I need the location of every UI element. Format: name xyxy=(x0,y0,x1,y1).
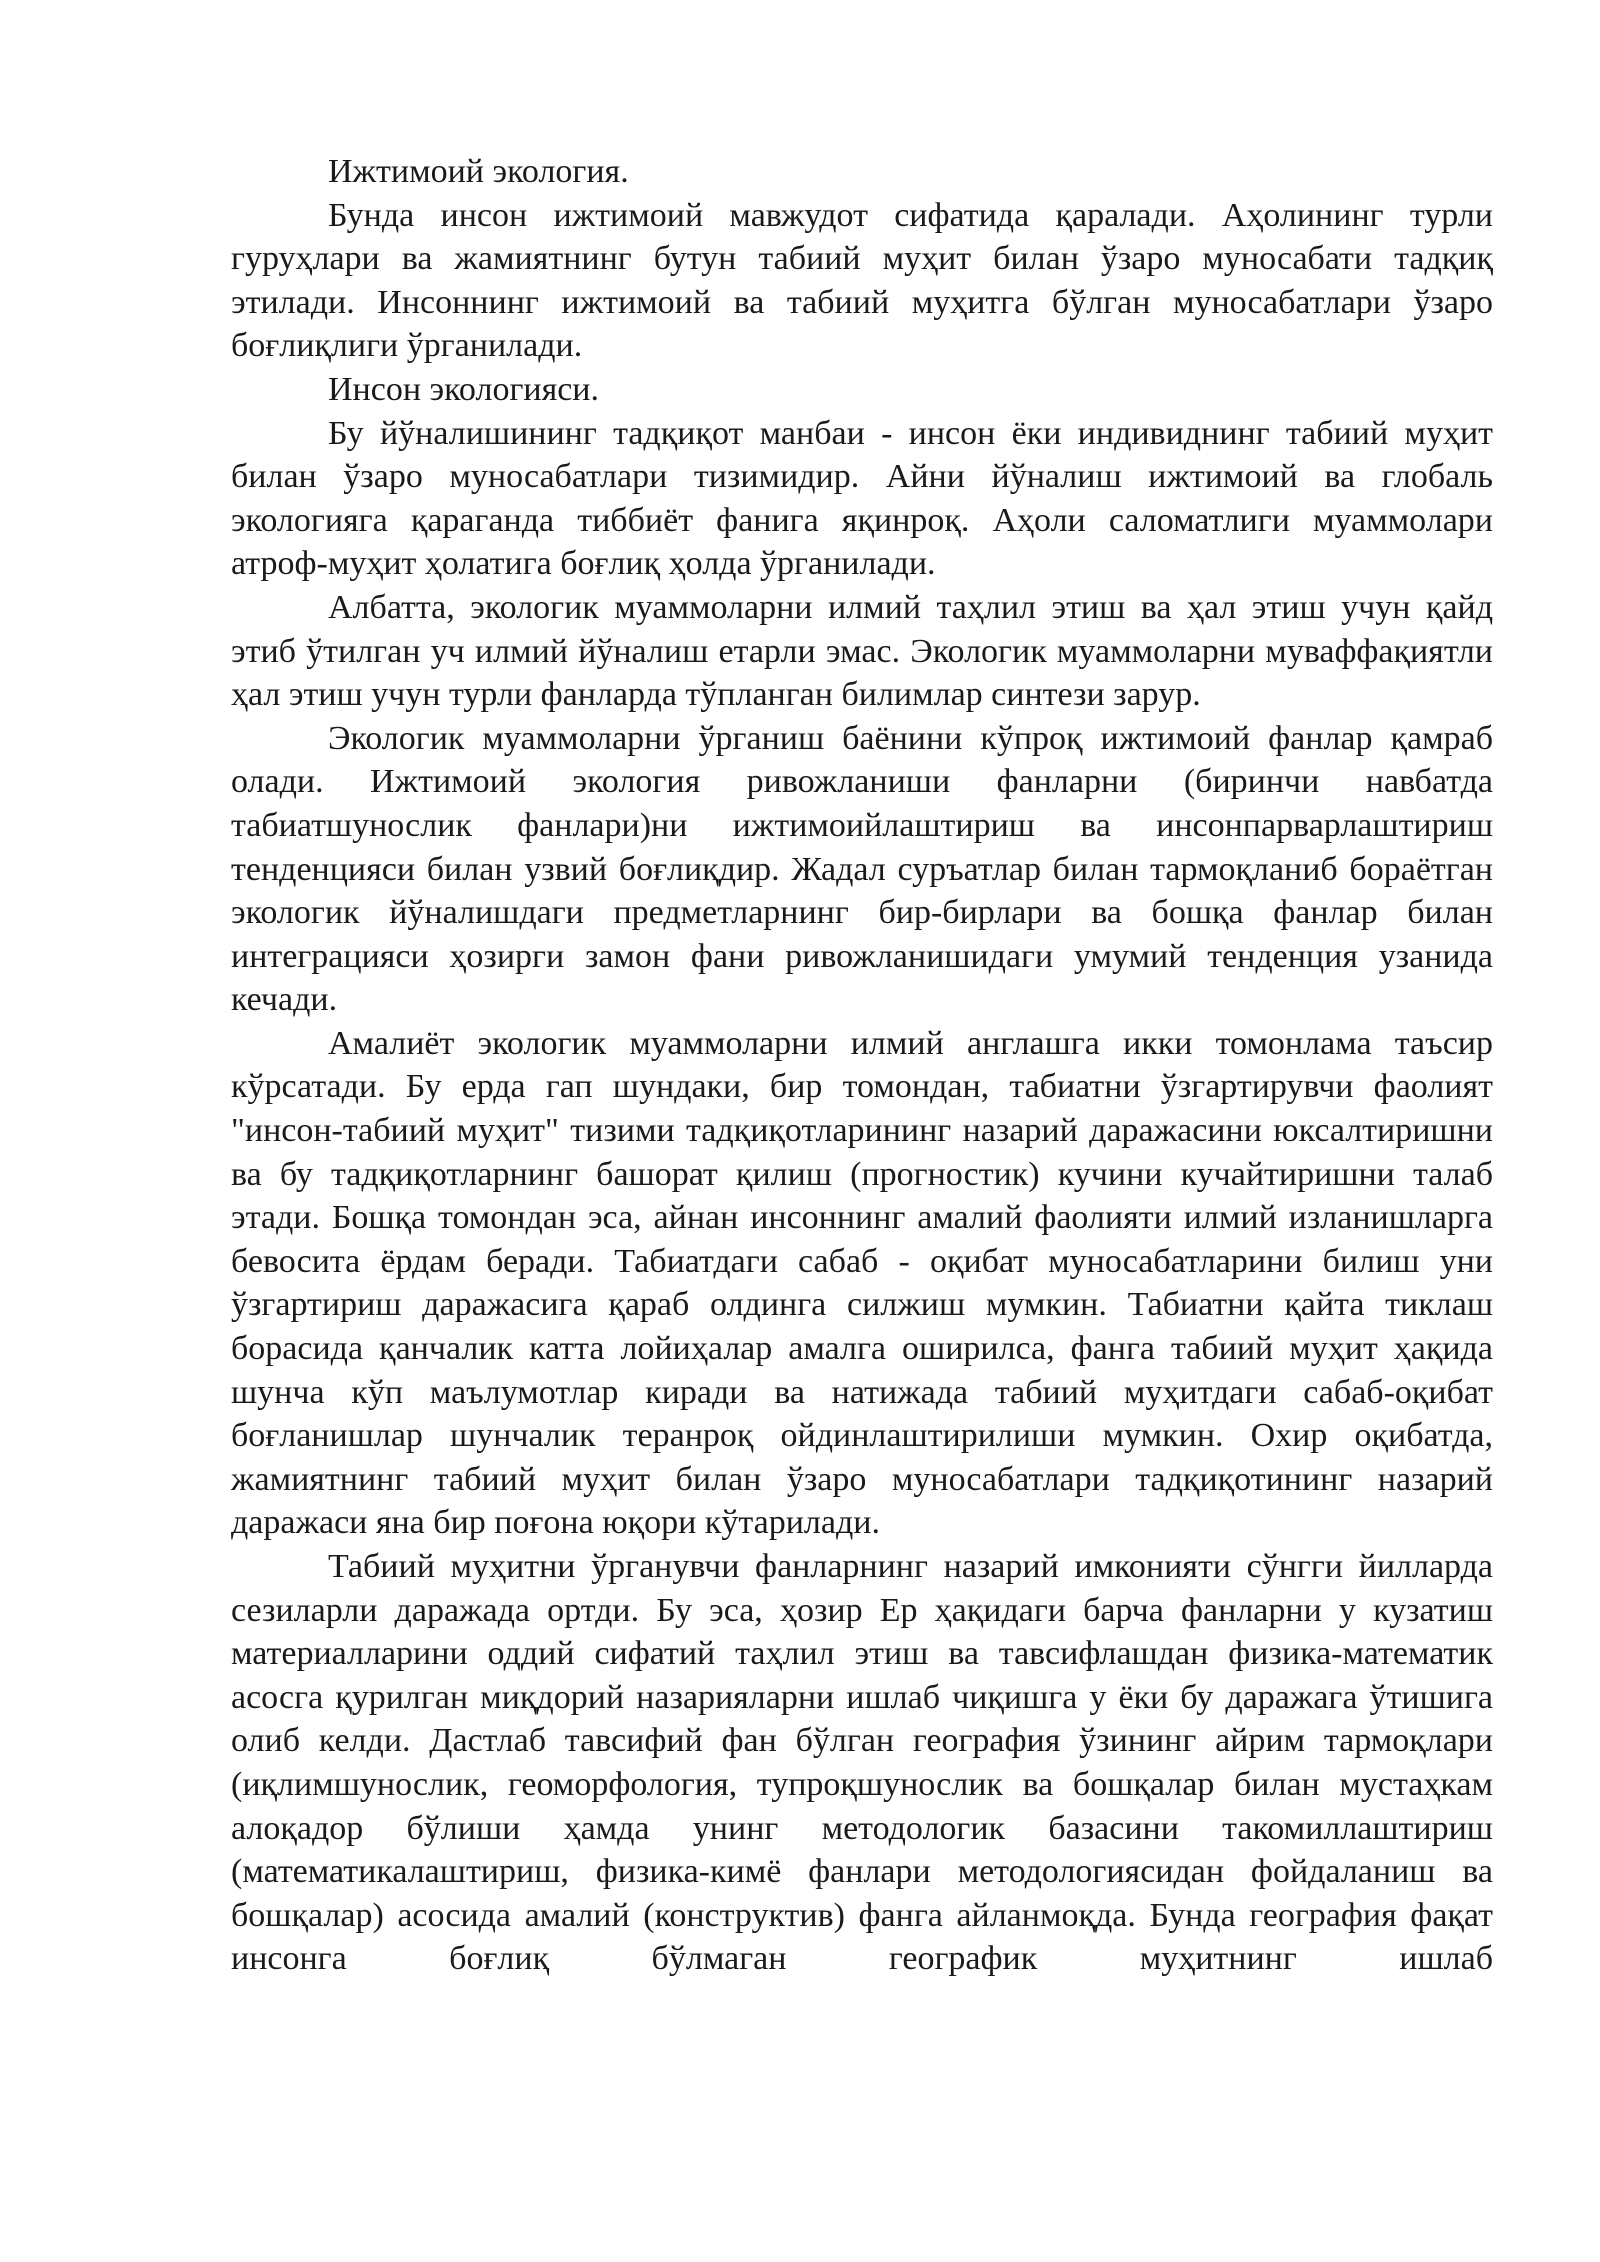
paragraph-synthesis: Албатта, экологик муаммоларни илмий таҳлил этиш ва ҳал этиш учун қайд этиб ўтилган уч илмий йўналиш етарли эмас. Экологик муаммоларни муваффақиятли ҳал этиш учун турли фанларда тўпланган билимлар синтези зарур. xyxy=(231,588,1493,714)
paragraph-social-sciences: Экологик муаммоларни ўрганиш баёнини кўпроқ ижтимоий фанлар қамраб олади. Ижтимоий экология ривожланиши фанларни (биринчи навбатда табиатшунослик фанлари)ни ижтимоийлаштириш ва инсонпарварлаштириш тенденцияси билан узвий боғлиқдир. Жадал суръатлар билан тармоқланиб бораётган экологик йўналишдаги предметларнинг бир-бирлари ва бошқа фанлар билан интеграцияси ҳозирги замон фани ривожланишидаги умумий тенденция узанида кечади. xyxy=(231,719,1493,1019)
paragraph-practice: Амалиёт экологик муаммоларни илмий англашга икки томонлама таъсир кўрсатади. Бу ерда гап шундаки, бир томондан, табиатни ўзгартирувчи фаолият "инсон-табиий муҳит" тизими тадқиқотларининг назарий даражасини юксалтиришни ва бу тадқиқотларнинг башорат қилиш (прогностик) кучини кучайтиришни талаб этади. Бошқа томондан эса, айнан инсоннинг амалий фаолияти илмий изланишларга бевосита ёрдам беради. Табиатдаги сабаб - оқибат муносабатларини билиш уни ўзгартириш даражасига қараб олдинга силжиш мумкин. Табиатни қайта тиклаш борасида қанчалик катта лойиҳалар амалга оширилса, фанга табиий муҳит ҳақида шунча кўп маълумотлар киради ва натижада табиий муҳитдаги сабаб-оқибат боғланишлар шунчалик теранроқ ойдинлаштирилиши мумкин. Охир оқибатда, жамиятнинг табиий муҳит билан ўзаро муносабатлари тадқиқотининг назарий даражаси яна бир поғона юқори кўтарилади. xyxy=(231,1024,1493,1542)
section-heading-social-ecology: Ижтимоий экология. xyxy=(328,153,629,190)
section-heading-human-ecology: Инсон экологияси. xyxy=(328,370,600,408)
document-body xyxy=(231,150,1493,1981)
paragraph-human-ecology: Бу йўналишининг тадқиқот манбаи - инсон ёки индивиднинг табиий муҳит билан ўзаро муносабатлари тизимидир. Айни йўналиш ижтимоий ва глобаль экологияга қараганда тиббиёт фанига яқинроқ. Аҳоли саломатлиги муаммолари атроф-муҳит ҳолатига боғлиқ ҳолда ўрганилади. xyxy=(231,414,1493,583)
paragraph-theory: Табиий муҳитни ўрганувчи фанларнинг назарий имконияти сўнгги йилларда сезиларли даражада ортди. Бу эса, ҳозир Ер ҳақидаги барча фанларни у кузатиш материалларини оддий сифатий таҳлил этиш ва тавсифлашдан физика-математик асосга қурилган миқдорий назарияларни ишлаб чиқишга у ёки бу даражага ўтишига олиб келди. Дастлаб тавсифий фан бўлган география ўзининг айрим тармоқлари (иқлимшунослик, геоморфология, тупроқшунослик ва бошқалар билан мустаҳкам алоқадор бўлиши ҳамда унинг методологик базасини такомиллаштириш (математикалаштириш, физика-кимё фанлари методологиясидан фойдаланиш ва бошқалар) асосида амалий (конструктив) фанга айланмоқда. Бунда география фақат инсонга боғлиқ бўлмаган географик муҳитнинг ишлаб xyxy=(231,1548,1493,1978)
paragraph-social-ecology: Бунда инсон ижтимоий мавжудот сифатида қаралади. Аҳолининг турли гуруҳлари ва жамиятнинг бутун табиий муҳит билан ўзаро муносабати тадқиқ этилади. Инсоннинг ижтимоий ва табиий муҳитга бўлган муносабатлари ўзаро боғлиқлиги ўрганилади. xyxy=(231,196,1493,365)
